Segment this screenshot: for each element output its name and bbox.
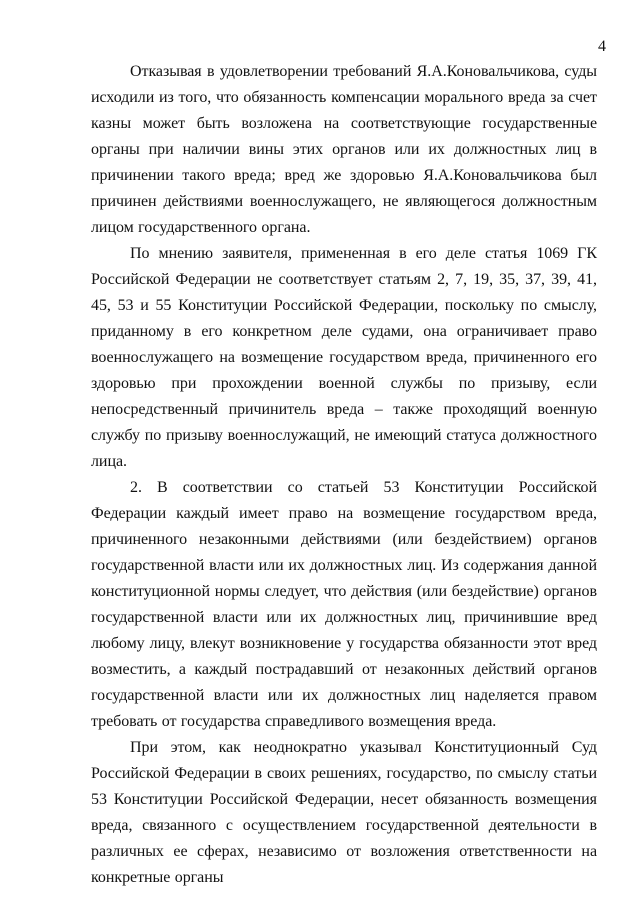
paragraph-4: При этом, как неоднократно указывал Конституционный Суд Российской Федерации в своих решениях, государство, по смыслу статьи 53 Конституции Российской Федерации, несет обязанность возмещения вреда, связанного с осуществлением государственной деятельности в различных ее сферах, независимо от возложения ответственности на конкретные органы <box>91 739 597 886</box>
document-body <box>91 59 597 891</box>
paragraph-1: Отказывая в удовлетворении требований Я.А.Коновальчикова, суды исходили из того, что обязанность компенсации морального вреда за счет казны может быть возложена на соответствующие государственные органы при наличии вины этих органов или их должностных лиц в причинении такого вреда; вред же здоровью Я.А.Коновальчикова был причинен действиями военнослужащего, не являющегося должностным лицом государственного органа. <box>91 63 597 236</box>
paragraph-2: По мнению заявителя, примененная в его деле статья 1069 ГК Российской Федерации не соответствует статьям 2, 7, 19, 35, 37, 39, 41, 45, 53 и 55 Конституции Российской Федерации, поскольку по смыслу, приданному в его конкретном деле судами, она ограничивает право военнослужащего на возмещение государством вреда, причиненного его здоровью при прохождении военной службы по призыву, если непосредственный причинитель вреда – также проходящий военную службу по призыву военнослужащий, не имеющий статуса должностного лица. <box>91 245 597 470</box>
paragraph-3: 2. В соответствии со статьей 53 Конституции Российской Федерации каждый имеет право на возмещение государством вреда, причиненного незаконными действиями (или бездействием) органов государственной власти или их должностных лиц. Из содержания данной конституционной нормы следует, что действия (или бездействие) органов государственной власти или их должностных лиц, причинившие вред любому лицу, влекут возникновение у государства обязанности этот вред возместить, а каждый пострадавший от незаконных действий органов государственной власти или их должностных лиц наделяется правом требовать от государства справедливого возмещения вреда. <box>91 479 597 730</box>
page-number: 4 <box>598 38 606 55</box>
